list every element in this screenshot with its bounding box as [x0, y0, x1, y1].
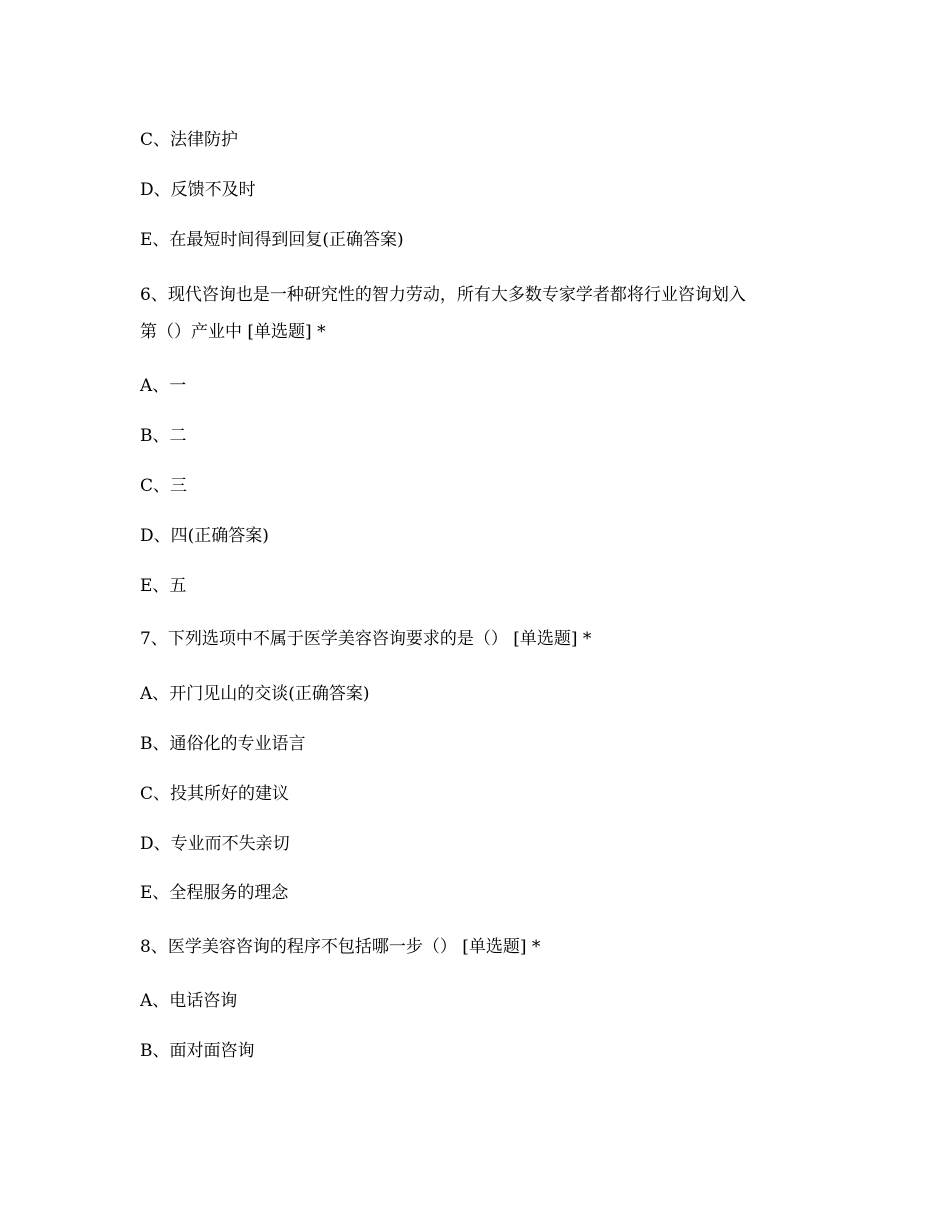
q7-option-d: D、专业而不失亲切: [140, 834, 290, 854]
q7-stem: 7、下列选项中不属于医学美容咨询要求的是（） [单选题] *: [140, 629, 592, 649]
q7-option-e: E、全程服务的理念: [140, 883, 289, 903]
q6-stem-line-2: 第（）产业中 [单选题] *: [140, 322, 326, 342]
q6-option-a: A、一: [140, 376, 187, 396]
q5-option-c: C、法律防护: [140, 130, 239, 150]
q8-stem: 8、医学美容咨询的程序不包括哪一步（） [单选题] *: [140, 937, 541, 957]
q8-option-b: B、面对面咨询: [140, 1041, 255, 1061]
q7-option-b: B、通俗化的专业语言: [140, 734, 306, 754]
q6-option-c: C、三: [140, 476, 188, 496]
q7-option-a: A、开门见山的交谈(正确答案): [140, 684, 370, 704]
q5-option-d: D、反馈不及时: [140, 180, 256, 200]
q6-option-e: E、五: [140, 576, 187, 596]
q7-option-c: C、投其所好的建议: [140, 784, 290, 804]
q8-option-a: A、电话咨询: [140, 991, 238, 1011]
q6-stem-line-1: 6、现代咨询也是一种研究性的智力劳动，所有大多数专家学者都将行业咨询划入: [140, 285, 746, 305]
q6-option-d: D、四(正确答案): [140, 526, 269, 546]
q5-option-e: E、在最短时间得到回复(正确答案): [140, 230, 404, 250]
q6-option-b: B、二: [140, 426, 187, 446]
